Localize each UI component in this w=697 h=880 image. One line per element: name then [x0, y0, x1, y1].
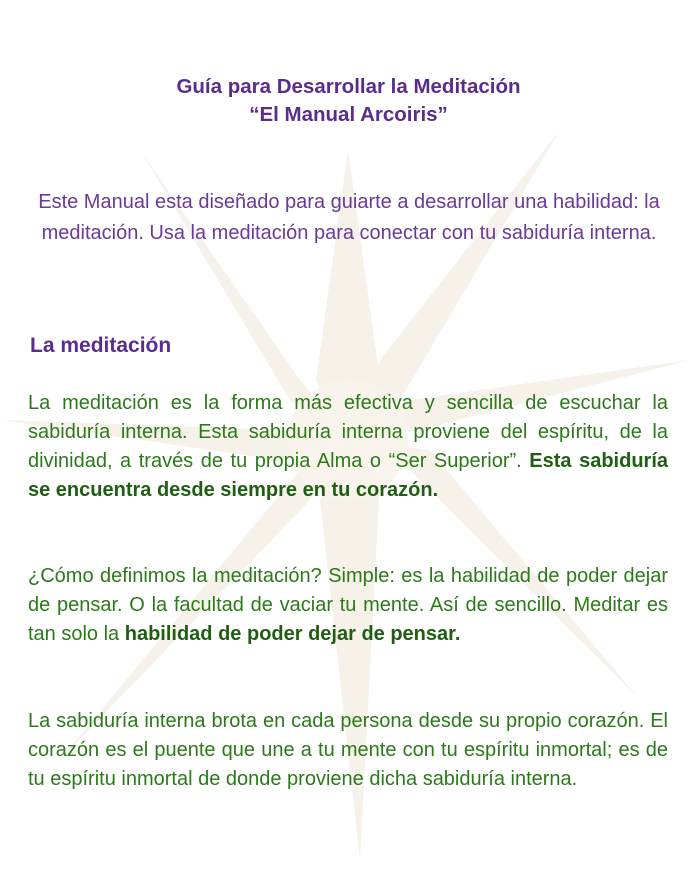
- document-subtitle: “El Manual Arcoiris”: [249, 103, 448, 126]
- section-heading: La meditación: [30, 334, 172, 357]
- paragraph-text: La sabiduría interna brota en cada persona desde su propio corazón. El corazón es el puente que une a tu mente con tu espíritu inmortal; es de tu espíritu inmortal de donde proviene dicha sabiduría interna.: [28, 710, 668, 790]
- body-paragraph-3: [28, 707, 668, 794]
- body-paragraph-1: [28, 389, 668, 505]
- paragraph-text: ¿Cómo definimos la meditación? Simple: es la habilidad de poder dejar de pensar. O la facultad de vaciar tu mente. Así de sencillo. Meditar es tan solo la: [28, 565, 668, 645]
- intro-paragraph: Este Manual esta diseñado para guiarte a desarrollar una habilidad: la meditación. Usa la meditación para conectar con tu sabiduría interna.: [38, 191, 660, 244]
- paragraph-text: La meditación es la forma más efectiva y sencilla de escuchar la sabiduría interna. Esta sabiduría interna proviene del espíritu, de la divinidad, a través de tu propia Alma o “Ser Superior”.: [28, 392, 668, 472]
- body-paragraph-2: [28, 562, 668, 649]
- paragraph-emphasis: Esta sabiduría se encuentra desde siempre en tu corazón.: [28, 450, 669, 501]
- paragraph-emphasis: habilidad de poder dejar de pensar.: [124, 623, 461, 645]
- document-title: Guía para Desarrollar la Meditación: [176, 75, 521, 98]
